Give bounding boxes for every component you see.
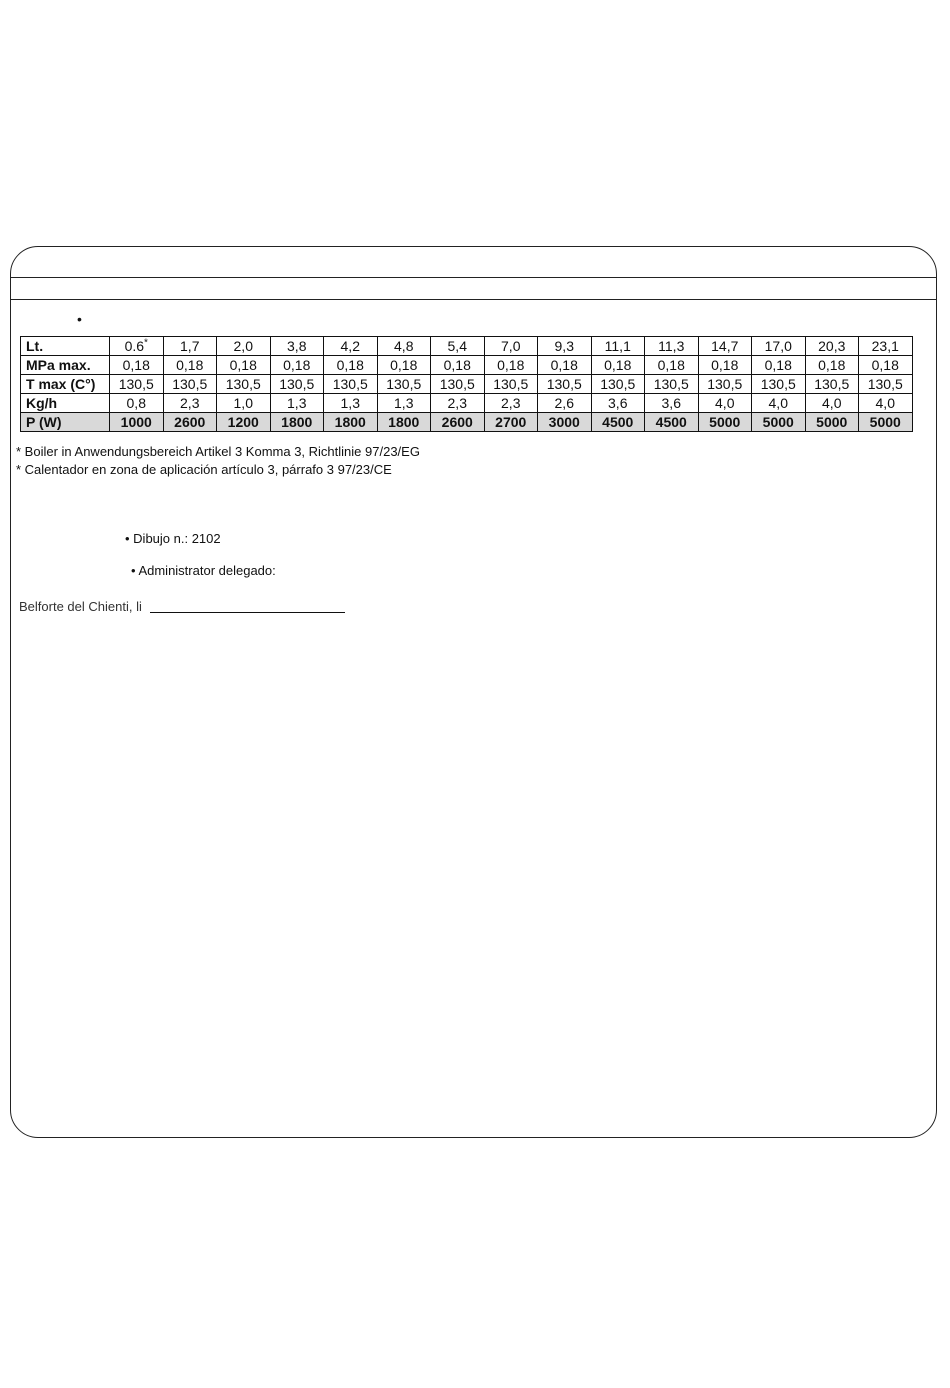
table-cell: 0,18: [591, 356, 645, 375]
table-cell: 130,5: [805, 375, 859, 394]
table-cell: 130,5: [431, 375, 485, 394]
place-date-label: Belforte del Chienti, li: [19, 599, 142, 614]
administrator-label: • Administrator delegado:: [131, 563, 276, 578]
table-cell: 130,5: [484, 375, 538, 394]
table-cell: 4,0: [859, 394, 913, 413]
table-cell: 17,0: [752, 337, 806, 356]
table-cell: 20,3: [805, 337, 859, 356]
table-cell: 11,1: [591, 337, 645, 356]
table-cell: 130,5: [324, 375, 378, 394]
table-cell: 5000: [859, 413, 913, 432]
footnote-german: * Boiler in Anwendungsbereich Artikel 3 Komma 3, Richtlinie 97/23/EG: [16, 444, 420, 459]
footnote-spanish: * Calentador en zona de aplicación artículo 3, párrafo 3 97/23/CE: [16, 462, 392, 477]
table-cell: 1,3: [324, 394, 378, 413]
table-cell: 4,0: [752, 394, 806, 413]
table-cell: 4,8: [377, 337, 431, 356]
table-cell: 130,5: [538, 375, 592, 394]
table-cell: 0,18: [698, 356, 752, 375]
table-cell: 0,18: [805, 356, 859, 375]
table-cell: 1,0: [217, 394, 271, 413]
table-cell: 1,7: [163, 337, 217, 356]
table-cell: 4,2: [324, 337, 378, 356]
table-cell: 0,18: [110, 356, 164, 375]
table-cell: 4500: [645, 413, 699, 432]
table-cell: 130,5: [377, 375, 431, 394]
table-cell: 0,8: [110, 394, 164, 413]
table-cell: 5,4: [431, 337, 485, 356]
table-cell: 14,7: [698, 337, 752, 356]
table-cell: 130,5: [698, 375, 752, 394]
table-cell: 2600: [163, 413, 217, 432]
table-cell: 5000: [805, 413, 859, 432]
header-divider-bottom: [11, 299, 936, 300]
table-cell: 2600: [431, 413, 485, 432]
row-label: MPa max.: [21, 356, 110, 375]
table-cell: 130,5: [645, 375, 699, 394]
table-cell: 4,0: [805, 394, 859, 413]
table-cell: 130,5: [217, 375, 271, 394]
table-cell: 130,5: [270, 375, 324, 394]
table-cell: 2,0: [217, 337, 271, 356]
table-row: [21, 413, 913, 432]
boiler-specs-table: [20, 336, 913, 432]
table-cell: 0,18: [431, 356, 485, 375]
table-cell: 130,5: [163, 375, 217, 394]
table-cell: 0,18: [217, 356, 271, 375]
table-cell: 2700: [484, 413, 538, 432]
table-cell: 130,5: [591, 375, 645, 394]
table-cell: 9,3: [538, 337, 592, 356]
table-cell: 1800: [270, 413, 324, 432]
row-label: P (W): [21, 413, 110, 432]
table-cell: 3,6: [591, 394, 645, 413]
table-cell: 0,18: [538, 356, 592, 375]
row-label: Kg/h: [21, 394, 110, 413]
table-row: [21, 375, 913, 394]
table-row: [21, 356, 913, 375]
table-cell: 0.6*: [110, 337, 164, 356]
table-cell: 0,18: [270, 356, 324, 375]
table-cell: 5000: [752, 413, 806, 432]
table-cell: 1,3: [270, 394, 324, 413]
table-cell: 2,3: [163, 394, 217, 413]
drawing-number: • Dibujo n.: 2102: [125, 531, 221, 546]
table-row: [21, 394, 913, 413]
table-cell: 2,3: [484, 394, 538, 413]
table-cell: 3000: [538, 413, 592, 432]
row-label: T max (C°): [21, 375, 110, 394]
table-cell: 0,18: [645, 356, 699, 375]
table-cell: 4500: [591, 413, 645, 432]
table-cell: 1200: [217, 413, 271, 432]
table-cell: 0,18: [752, 356, 806, 375]
table-cell: 1800: [377, 413, 431, 432]
table-cell: 2,3: [431, 394, 485, 413]
table-cell: 130,5: [859, 375, 913, 394]
table-cell: 1,3: [377, 394, 431, 413]
table-cell: 3,8: [270, 337, 324, 356]
header-divider-top: [11, 277, 936, 278]
table-cell: 0,18: [859, 356, 913, 375]
table-cell: 23,1: [859, 337, 913, 356]
table-cell: 1000: [110, 413, 164, 432]
table-cell: 3,6: [645, 394, 699, 413]
table-cell: 0,18: [484, 356, 538, 375]
table-cell: 130,5: [752, 375, 806, 394]
table-cell: 7,0: [484, 337, 538, 356]
table-cell: 0,18: [324, 356, 378, 375]
table-cell: 0,18: [163, 356, 217, 375]
table-cell: 1800: [324, 413, 378, 432]
table-cell: 11,3: [645, 337, 699, 356]
table-cell: 4,0: [698, 394, 752, 413]
table-row: [21, 337, 913, 356]
place-date-line: [19, 599, 345, 614]
table-cell: 2,6: [538, 394, 592, 413]
asterisk-mark: *: [144, 337, 148, 349]
bullet-mark: •: [77, 311, 82, 327]
table-cell: 0,18: [377, 356, 431, 375]
table-cell: 130,5: [110, 375, 164, 394]
row-label: Lt.: [21, 337, 110, 356]
table-cell: 5000: [698, 413, 752, 432]
date-blank-line[interactable]: [150, 612, 345, 613]
